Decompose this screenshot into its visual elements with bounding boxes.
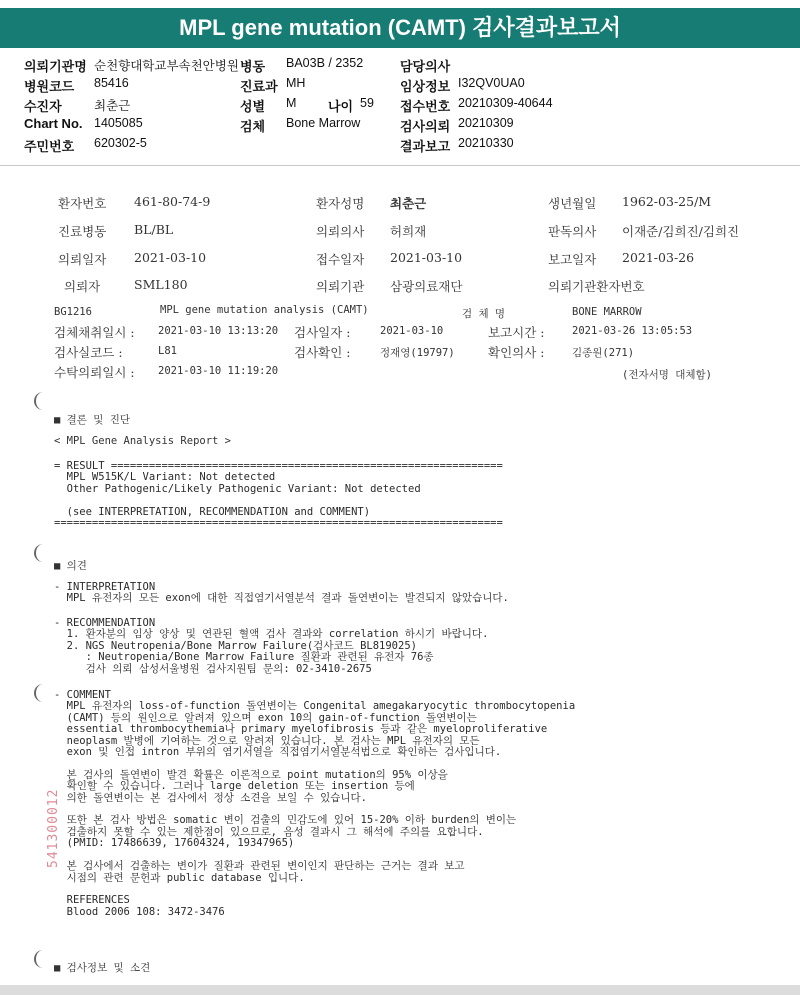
section-title: ■ 결론 및 진단 <box>54 414 131 426</box>
field-label: 의뢰의사 <box>316 224 365 239</box>
meta-value: L81 <box>158 345 177 357</box>
meta-value: 2021-03-10 13:13:20 <box>158 325 279 337</box>
field-label: 접수일자 <box>316 252 365 267</box>
info-value: 최춘근 <box>94 99 131 113</box>
binder-hole-mark <box>34 544 50 562</box>
side-barcode-stamp: 541300012 <box>46 788 61 868</box>
page-bottom-bar <box>0 985 800 995</box>
info-label: 의뢰기관명 <box>24 59 87 74</box>
meta-label: 수탁의뢰일시 : <box>54 365 135 380</box>
meta-label: 검사일자 : <box>294 325 351 340</box>
meta-value: 정재영(19797) <box>380 347 455 359</box>
field-value: SML180 <box>134 277 188 292</box>
test-code: BG1216 <box>54 306 92 318</box>
info-value: Bone Marrow <box>286 116 361 130</box>
report-title-bar <box>0 8 800 48</box>
field-value: 2021-03-10 <box>390 250 463 265</box>
interpretation-block: - INTERPRETATION MPL 유전자의 모든 exon에 대한 직접염기서열분석 결과 돌연변이는 발견되지 않았습니다. <box>54 581 509 605</box>
signature-note: (전자서명 대체함) <box>622 369 712 381</box>
result-block: = RESULT ============================================================== MPL W515K/L Variant: Not detected Other Pathogenic/Likely Pathogenic Variant: Not detected (see INTERPRETATION, RECOMMENDATION and COMMENT) ======================================================================= <box>54 460 503 530</box>
binder-hole-mark <box>34 684 50 702</box>
info-value: 20210309 <box>458 116 514 130</box>
binder-hole-mark <box>34 950 50 968</box>
report-title: MPL gene mutation (CAMT) 검사결과보고서 <box>179 15 621 40</box>
meta-label: 확인의사 : <box>488 345 545 360</box>
info-value: 20210309-40644 <box>458 96 553 110</box>
field-label: 의뢰일자 <box>58 252 107 267</box>
info-label: 진료과 <box>240 79 278 94</box>
recommendation-block: - RECOMMENDATION 1. 환자분의 임상 양상 및 연관된 혈액 검사 결과와 correlation 하시기 바랍니다. 2. NGS Neutropenia/Bone Marrow Failure(검사코드 BL819025) : Neutropenia/Bone Marrow Failure 질환과 관련된 유전자 76종 검사 의뢰 삼성서울병원 검사지원팀 문의: 02-3410-2675 <box>54 617 489 675</box>
field-value: BL/BL <box>134 222 174 237</box>
info-value: 순천향대학교부속천안병원 <box>94 59 239 73</box>
meta-label: 검사확인 : <box>294 345 351 360</box>
info-row <box>0 76 800 96</box>
field-value: 삼광의료재단 <box>390 279 463 294</box>
field-value: 최춘근 <box>390 196 427 211</box>
info-row <box>0 116 800 136</box>
specimen-value: BONE MARROW <box>572 306 642 318</box>
binder-hole-mark <box>34 392 50 410</box>
info-row <box>0 96 800 116</box>
field-value: 1962-03-25/M <box>622 194 712 209</box>
info-label: 임상정보 <box>400 79 451 94</box>
info-label: 담당의사 <box>400 59 451 74</box>
analysis-report-heading: < MPL Gene Analysis Report > <box>54 435 232 447</box>
field-label: 환자성명 <box>316 196 365 211</box>
info-label: 주민번호 <box>24 139 75 154</box>
request-info-panel <box>0 52 800 156</box>
info-label: 수진자 <box>24 99 62 114</box>
field-label: 의뢰기관환자번호 <box>548 279 645 294</box>
scanned-report <box>0 176 800 995</box>
info-value: 1405085 <box>94 116 143 130</box>
meta-label: 검사실코드 : <box>54 345 123 360</box>
field-label: 의뢰자 <box>64 279 101 294</box>
meta-label: 검체채취일시 : <box>54 325 135 340</box>
field-value: 허희재 <box>390 224 427 239</box>
specimen-label: 검 체 명 <box>462 308 506 320</box>
field-value: 2021-03-26 <box>622 250 695 265</box>
field-label: 진료병동 <box>58 224 107 239</box>
info-value: BA03B / 2352 <box>286 56 364 70</box>
comment-block: - COMMENT MPL 유전자의 loss-of-function 돌연변이는 Congenital amegakaryocytic thrombocytopenia (CAMT) 등의 원인으로 알려져 있으며 exon 10의 gain-of-function 돌연변이는 essential thrombocythemia나 primary myelofibrosis 등과 같은 myeloproliferative neoplasm 발병에 기여하는 것으로 알려져 있습니다. 본 검사는 MPL 유전자의 모든 exon 및 인접 intron 부위의 염기서열을 직접염기서열분석법으로 확인하는 검사입니다. 본 검사의 돌연변이 발견 확률은 이론적으로 point mutation의 95% 이상을 확인할 수 있습니다. 그러나 large deletion 또는 insertion 등에 의한 돌연변이는 본 검사에서 정상 소견을 보일 수 있습니다. 또한 본 검사 방법은 somatic 변이 검출의 민감도에 있어 15-20% 이하 burden의 변이는 검출하지 못할 수 있는 제한점이 있으므로, 음성 결과시 그 해석에 주의를 요합니다. (PMID: 17486639, 17604324, 19347965) 본 검사에서 검출하는 변이가 질환과 관련된 변이인지 판단하는 근거는 결과 보고 시점의 관련 문헌과 public database 입니다. REFERENCES Blood 2006 108: 3472-3476 <box>54 689 576 918</box>
meta-value: 김종원(271) <box>572 347 635 359</box>
info-label: 검사의뢰 <box>400 119 451 134</box>
info-label: 병원코드 <box>24 79 75 94</box>
info-label: 나이 <box>328 99 354 114</box>
info-row <box>0 56 800 76</box>
info-label: 검체 <box>240 119 266 134</box>
field-label: 환자번호 <box>58 196 107 211</box>
info-value: 85416 <box>94 76 129 90</box>
field-value: 이재준/김희진/김희진 <box>622 224 740 239</box>
field-label: 생년월일 <box>548 196 597 211</box>
field-value: 461-80-74-9 <box>134 194 211 209</box>
header-divider <box>0 165 800 166</box>
info-label: Chart No. <box>24 116 83 131</box>
field-label: 의뢰기관 <box>316 279 365 294</box>
info-label: 병동 <box>240 59 266 74</box>
field-label: 판독의사 <box>548 224 597 239</box>
meta-value: 2021-03-26 13:05:53 <box>572 325 693 337</box>
section-title: ■ 검사정보 및 소견 <box>54 962 151 974</box>
info-label: 접수번호 <box>400 99 451 114</box>
info-value: 20210330 <box>458 136 514 150</box>
meta-value: 2021-03-10 11:19:20 <box>158 365 279 377</box>
info-value: MH <box>286 76 306 90</box>
meta-label: 보고시간 : <box>488 325 545 340</box>
field-value: 2021-03-10 <box>134 250 207 265</box>
field-label: 보고일자 <box>548 252 597 267</box>
info-value: I32QV0UA0 <box>458 76 525 90</box>
info-value: 59 <box>360 96 374 110</box>
info-value: M <box>286 96 297 110</box>
meta-value: 2021-03-10 <box>380 325 444 337</box>
info-label: 성별 <box>240 99 266 114</box>
info-value: 620302-5 <box>94 136 147 150</box>
test-name: MPL gene mutation analysis (CAMT) <box>160 304 369 316</box>
info-row <box>0 136 800 156</box>
info-label: 결과보고 <box>400 139 451 154</box>
section-title: ■ 의견 <box>54 560 87 572</box>
